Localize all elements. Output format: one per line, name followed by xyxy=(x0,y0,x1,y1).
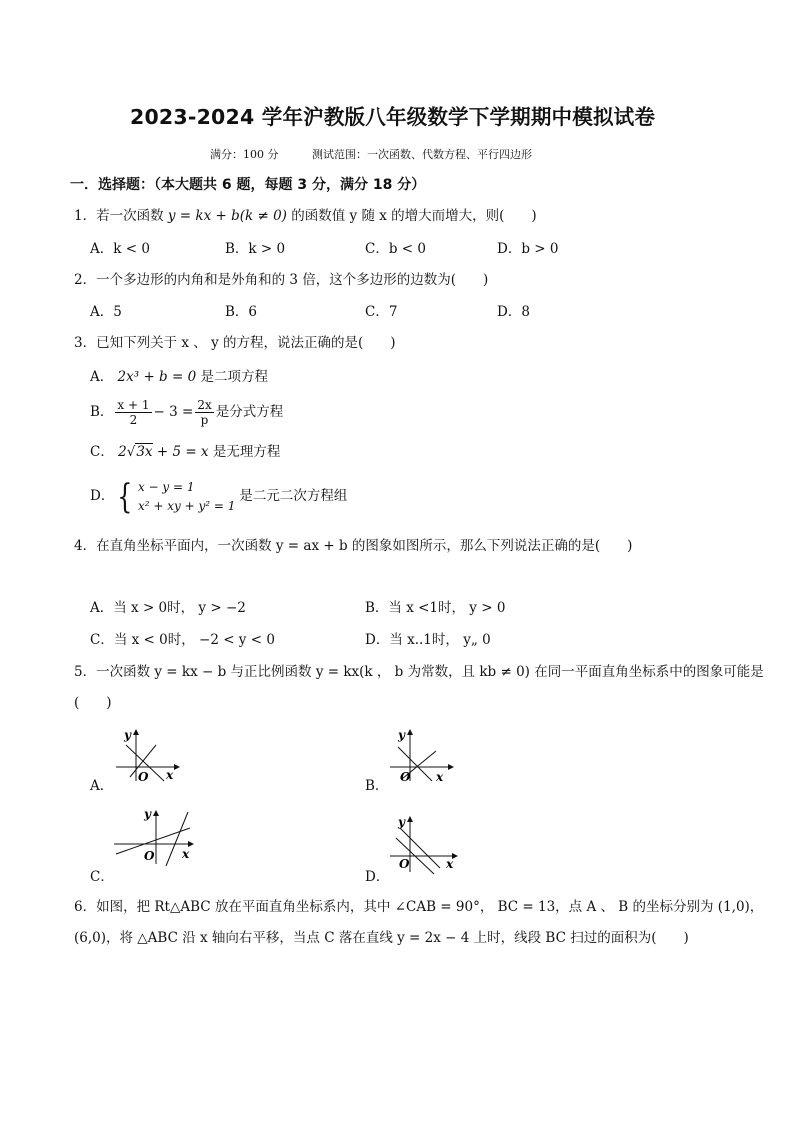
q3-c-label: C． xyxy=(90,444,114,460)
q5-option-d[interactable]: D． xyxy=(365,869,390,885)
graph-c-origin: O xyxy=(144,849,155,863)
question-6-line-1: 6．如图，把 Rt△ABC 放在平面直角坐标系内，其中 ∠CAB = 90°， BC = 13，点 A 、 B 的坐标分别为 (1,0)， xyxy=(74,899,764,915)
q3-b-den1: 2 xyxy=(129,413,138,427)
q3-option-c[interactable]: C． 2√3x + 5 = x 是无理方程 xyxy=(90,444,281,460)
graph-d-origin: O xyxy=(399,857,410,871)
page-title: 2023-2024 学年沪教版八年级数学下学期期中模拟试卷 xyxy=(130,105,656,129)
graph-a[interactable] xyxy=(112,727,182,785)
graph-a-y-label: y xyxy=(124,728,131,742)
question-5-paren: ( ) xyxy=(74,695,112,711)
q3-d-system xyxy=(138,478,235,516)
q2-option-c[interactable]: C．7 xyxy=(365,304,398,320)
q3-c-rest: + 5 = x xyxy=(156,444,209,460)
q3-a-equation: 2x³ + b = 0 xyxy=(117,369,197,385)
q4-option-d[interactable]: D．当 x..1时， y„ 0 xyxy=(365,632,491,648)
question-2: 2．一个多边形的内角和是外角和的 3 倍，这个多边形的边数为( ) xyxy=(74,272,489,288)
graph-b-y-label: y xyxy=(398,728,405,742)
q1-option-b[interactable]: B．k > 0 xyxy=(225,241,286,257)
q1-equation: y = kx + b(k ≠ 0) xyxy=(167,208,287,224)
section-heading: 一．选择题：（本大题共 6 题，每题 3 分，满分 18 分） xyxy=(70,177,426,193)
q1-option-a[interactable]: A．k < 0 xyxy=(90,241,150,257)
q3-b-mid: − 3 = xyxy=(153,404,194,420)
q3-b-fraction-1 xyxy=(115,398,151,427)
q2-option-b[interactable]: B．6 xyxy=(225,304,258,320)
question-1 xyxy=(74,207,537,225)
graph-a-x-label: x xyxy=(166,768,174,782)
graph-a-origin: O xyxy=(138,770,149,784)
q4-option-a[interactable]: A．当 x > 0时， y > −2 xyxy=(90,600,246,616)
q2-option-d[interactable]: D．8 xyxy=(497,304,530,320)
q3-a-text: 是二项方程 xyxy=(200,369,268,385)
question-6-line-2: (6,0)，将 △ABC 沿 x 轴向右平移，当点 C 落在直线 y = 2x − 4 上时，线段 BC 扫过的面积为( ) xyxy=(74,930,689,946)
q3-d-line1: x − y = 1 xyxy=(137,479,195,494)
q3-b-text: 是分式方程 xyxy=(215,404,284,420)
q3-option-d[interactable] xyxy=(90,476,347,516)
q3-c-radicand: 3x xyxy=(136,444,153,460)
q4-option-b[interactable]: B．当 x <1时， y > 0 xyxy=(365,600,506,616)
graph-b-x-label: x xyxy=(436,770,444,784)
graph-c-y-label: y xyxy=(144,807,151,821)
q2-option-a[interactable]: A．5 xyxy=(90,304,122,320)
graph-c[interactable] xyxy=(110,806,198,868)
q1-option-c[interactable]: C．b < 0 xyxy=(365,241,426,257)
graph-c-x-label: x xyxy=(182,847,190,861)
graph-b[interactable] xyxy=(386,727,456,785)
question-3: 3．已知下列关于 x 、 y 的方程，说法正确的是( ) xyxy=(74,335,396,351)
q3-option-b[interactable] xyxy=(90,394,283,430)
q3-c-text: 是无理方程 xyxy=(212,444,281,460)
q4-option-c[interactable]: C．当 x < 0时， −2 < y < 0 xyxy=(90,632,275,648)
q3-b-den2: p xyxy=(200,413,209,427)
q3-a-label: A． xyxy=(90,369,114,385)
q3-b-label: B． xyxy=(90,404,114,420)
q3-b-num1: x + 1 xyxy=(117,398,150,412)
q3-c-coef: 2 xyxy=(118,444,127,460)
q3-b-num2: 2x xyxy=(197,398,212,412)
question-4: 4．在直角坐标平面内，一次函数 y = ax + b 的图象如图所示，那么下列说法正确的是( ) xyxy=(74,538,633,554)
scope-info: 测试范围：一次函数、代数方程、平行四边形 xyxy=(312,148,532,161)
exam-info xyxy=(210,146,562,162)
q5-option-c[interactable]: C． xyxy=(90,869,114,885)
q1-post: 的函数值 y 随 x 的增大而增大，则( ) xyxy=(291,208,537,224)
score-info: 满分：100 分 xyxy=(210,148,279,161)
q1-option-d[interactable]: D．b > 0 xyxy=(497,241,559,257)
q3-d-text: 是二元二次方程组 xyxy=(239,488,348,504)
q5-option-b[interactable]: B． xyxy=(365,778,389,794)
q1-pre: 1．若一次函数 xyxy=(74,208,164,224)
graph-d[interactable] xyxy=(386,812,462,876)
q5-option-a[interactable]: A． xyxy=(90,778,114,794)
question-5: 5．一次函数 y = kx − b 与正比例函数 y = kx(k ， b 为常数，且 kb ≠ 0) 在同一平面直角坐标系中的图象可能是 xyxy=(74,664,764,680)
q3-d-line2: x² + xy + y² = 1 xyxy=(137,498,236,513)
q3-d-label: D． xyxy=(90,488,115,504)
graph-d-y-label: y xyxy=(398,815,405,829)
q3-b-fraction-2 xyxy=(195,398,213,427)
graph-b-origin: O xyxy=(400,770,411,784)
graph-d-x-label: x xyxy=(446,857,454,871)
q3-option-a[interactable] xyxy=(90,368,268,386)
brace-icon: { xyxy=(117,476,133,517)
